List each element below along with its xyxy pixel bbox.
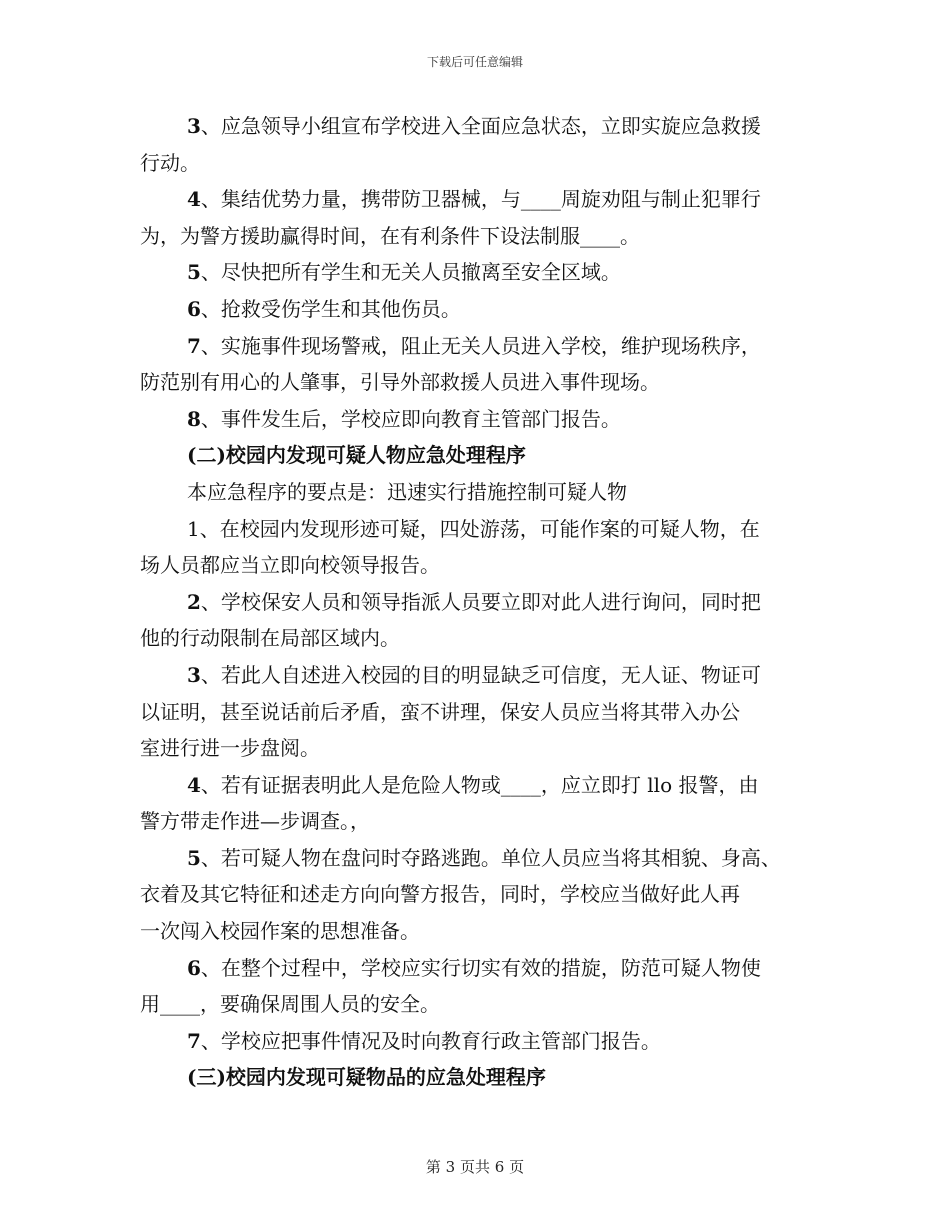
page-header: 下载后可任意编辑 [426,55,523,69]
item-number: 7 [187,333,201,358]
line-text: 衣着及其它特征和述走方向向警方报告，同时，学校应当做好此人再 [140,882,740,907]
section-heading [140,1059,810,1096]
paragraph-line [140,291,810,328]
item-number: 2 [187,589,201,614]
line-text: 、抢救受伤学生和其他伤员。 [200,296,461,321]
paragraph-line [140,364,810,401]
line-text: 、在整个过程中，学校应实行切实有效的措旋，防范可疑人物使 [200,955,761,980]
line-text: 1、在校园内发现形迹可疑，四处游荡，可能作案的可疑人物，在 [187,516,760,541]
line-text: 场人员都应当立即向校领导报告。 [140,553,440,578]
line-text: 用____，要确保周围人员的安全。 [140,992,440,1017]
line-text: 、若有证据表明此人是危险人物或____，应立即打 llo 报警，由 [200,772,759,797]
paragraph-line [140,694,810,731]
line-text: 、学校应把事件情况及时向教育行政主管部门报告。 [200,1028,661,1053]
line-text: 、实施事件现场警戒，阻止无关人员进入学校，维护现场秩序， [200,333,761,358]
item-number: 4 [187,187,201,212]
line-text: 防范别有用心的人肇事，引导外部救援人员进入事件现场。 [140,370,660,395]
line-text: 、事件发生后，学校应即向教育主管部门报告。 [200,406,621,431]
document-body [140,108,810,1096]
paragraph-line [140,218,810,255]
page-footer: 第 3 页共 6 页 [425,1158,525,1176]
paragraph-line [140,913,810,950]
paragraph-line [140,328,810,365]
paragraph-line [140,145,810,182]
paragraph-line [140,657,810,694]
paragraph-line [140,730,810,767]
line-text: 、尽快把所有学生和无关人员撤离至安全区域。 [200,260,621,285]
line-text: 为，为警方援助赢得时间，在有利条件下设法制服____。 [140,223,640,248]
line-text: 行动。 [140,150,200,175]
line-text: 、应急领导小组宣布学校进入全面应急状态，立即实旋应急救援 [200,114,761,138]
item-number: 6 [187,955,201,980]
paragraph-line [140,767,810,804]
paragraph-line [140,547,810,584]
line-text: 、集结优势力量，携带防卫器械，与____周旋劝阻与制止犯罪行 [200,187,761,212]
item-number: 6 [187,296,201,321]
item-number: 8 [187,406,201,431]
line-text: (三)校园内发现可疑物品的应急处理程序 [187,1065,546,1090]
item-number: 5 [187,845,201,870]
line-text: (二)校园内发现可疑人物应急处理程序 [187,443,526,468]
paragraph-line [140,950,810,987]
paragraph-line [140,803,810,840]
line-text: 、若此人自述进入校园的目的明显缺乏可信度，无人证、物证可 [200,662,761,687]
line-text: 、学校保安人员和领导指派人员要立即对此人进行询问，同时把 [200,589,761,614]
paragraph-line [140,876,810,913]
paragraph-line [140,584,810,621]
line-text: 、若可疑人物在盘问时夺路逃跑。单位人员应当将其相貌、身高、 [200,845,781,870]
item-number: 5 [187,260,201,285]
paragraph-line [140,986,810,1023]
line-text: 他的行动限制在局部区域内。 [140,626,400,651]
paragraph-line [140,108,810,145]
paragraph-line [140,1023,810,1060]
line-text: 一次闯入校园作案的思想准备。 [140,919,420,944]
line-text: 以证明，甚至说话前后矛盾，蛮不讲理，保安人员应当将其带入办公 [140,699,740,724]
paragraph-line [140,254,810,291]
line-text: 警方带走作进—步调查。， [140,809,370,834]
item-number: 3 [187,662,201,687]
paragraph-line [140,620,810,657]
line-text: 本应急程序的要点是：迅速实行措施控制可疑人物 [187,479,627,504]
item-number: 7 [187,1028,201,1053]
paragraph-line [140,181,810,218]
paragraph-line [140,401,810,438]
paragraph-line [140,840,810,877]
item-number: 3 [187,114,201,138]
section-heading [140,437,810,474]
line-text: 室进行进一步盘阅。 [140,736,320,761]
paragraph-line [140,474,810,511]
paragraph-line [140,511,810,548]
item-number: 4 [187,772,201,797]
